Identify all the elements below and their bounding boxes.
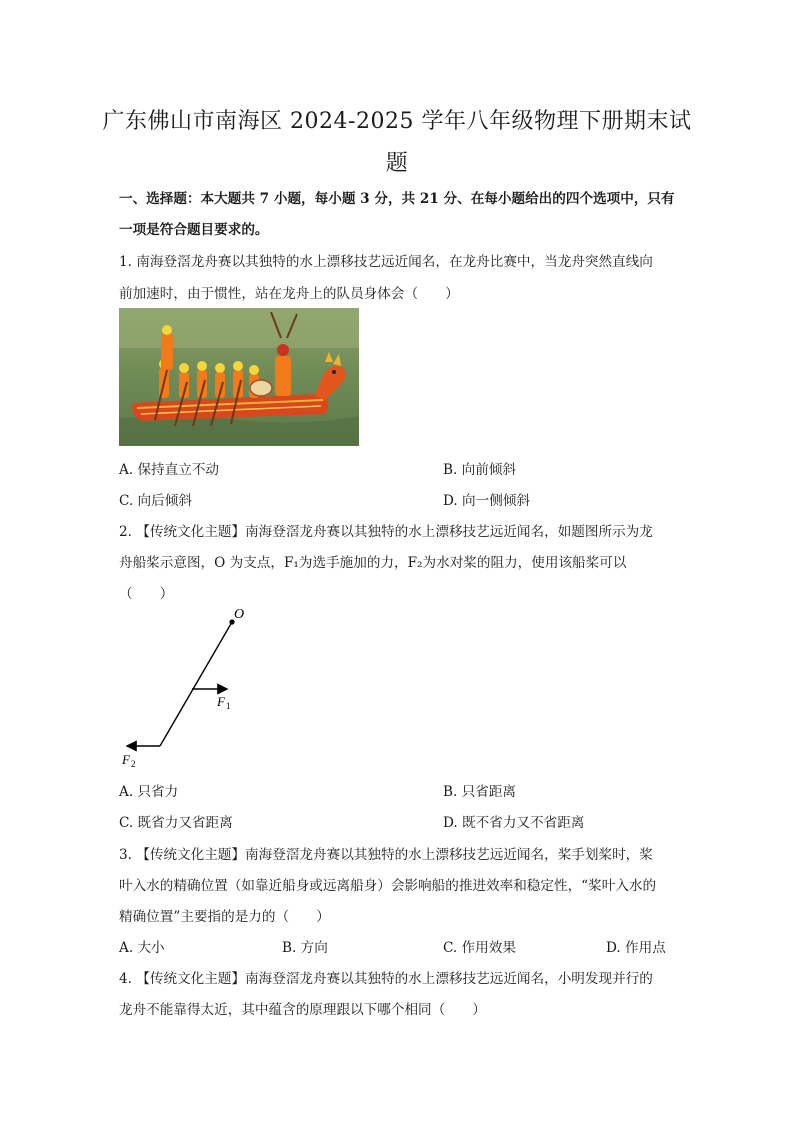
q3-option-b[interactable]: B. 方向 bbox=[282, 940, 328, 956]
question-4-line-1: 4. 【传统文化主题】南海登滘龙舟赛以其独特的水上漂移技艺远近闻名，小明发现并行的 bbox=[119, 971, 653, 987]
question-4-line-2: 龙舟不能靠得太近，其中蕴含的原理跟以下哪个相同（ ） bbox=[119, 1002, 487, 1018]
q3-option-c[interactable]: C. 作用效果 bbox=[443, 940, 516, 956]
question-3-line-3: 精确位置”主要指的是力的（ ） bbox=[119, 909, 330, 925]
f1-label: F bbox=[217, 694, 225, 709]
question-2-line-1: 2. 【传统文化主题】南海登滘龙舟赛以其独特的水上漂移技艺远近闻名，如题图所示为龙 bbox=[119, 524, 653, 540]
oar-shaft bbox=[160, 622, 232, 746]
question-2-line-3: （ ） bbox=[119, 586, 174, 602]
q3-option-a[interactable]: A. 大小 bbox=[119, 940, 165, 956]
section-instructions-line-1: 一、选择题：本大题共 7 小题，每小题 3 分，共 21 分、在每小题给出的四个选项中，只有 bbox=[119, 191, 675, 207]
pivot-label: O bbox=[234, 607, 245, 622]
f2-label: F bbox=[122, 752, 130, 767]
q2-option-d[interactable]: D. 既不省力又不省距离 bbox=[443, 815, 585, 831]
q1-option-b[interactable]: B. 向前倾斜 bbox=[443, 462, 517, 478]
question-1-line-2: 前加速时，由于惯性，站在龙舟上的队员身体会（ ） bbox=[119, 286, 459, 302]
oar-lever-diagram bbox=[119, 604, 269, 772]
exam-title-line-2: 题 bbox=[385, 151, 409, 176]
question-3-line-2: 叶入水的精确位置（如靠近船身或远离船身）会影响船的推进效率和稳定性，“桨叶入水的 bbox=[119, 878, 657, 894]
question-1-line-1: 1. 南海登滘龙舟赛以其独特的水上漂移技艺远近闻名，在龙舟比赛中，当龙舟突然直线向 bbox=[119, 254, 653, 270]
question-2-line-2: 舟船桨示意图，O 为支点，F₁为选手施加的力，F₂为水对桨的阻力，使用该船桨可以 bbox=[119, 555, 627, 571]
q2-option-c[interactable]: C. 既省力又省距离 bbox=[119, 815, 233, 831]
q2-option-a[interactable]: A. 只省力 bbox=[119, 784, 179, 800]
section-instructions-line-2: 一项是符合题目要求的。 bbox=[119, 222, 269, 238]
exam-title-line-1: 广东佛山市南海区 2024-2025 学年八年级物理下册期末试 bbox=[102, 109, 692, 134]
f1-subscript: 1 bbox=[226, 701, 231, 711]
q1-option-c[interactable]: C. 向后倾斜 bbox=[119, 493, 192, 509]
q3-option-d[interactable]: D. 作用点 bbox=[606, 940, 666, 956]
f2-subscript: 2 bbox=[131, 759, 136, 769]
question-3-line-1: 3. 【传统文化主题】南海登滘龙舟赛以其独特的水上漂移技艺远近闻名，桨手划桨时，桨 bbox=[119, 847, 653, 863]
q2-option-b[interactable]: B. 只省距离 bbox=[443, 784, 517, 800]
dragon-boat-photo bbox=[119, 308, 359, 446]
q1-option-d[interactable]: D. 向一侧倾斜 bbox=[443, 493, 531, 509]
q1-option-a[interactable]: A. 保持直立不动 bbox=[119, 462, 220, 478]
